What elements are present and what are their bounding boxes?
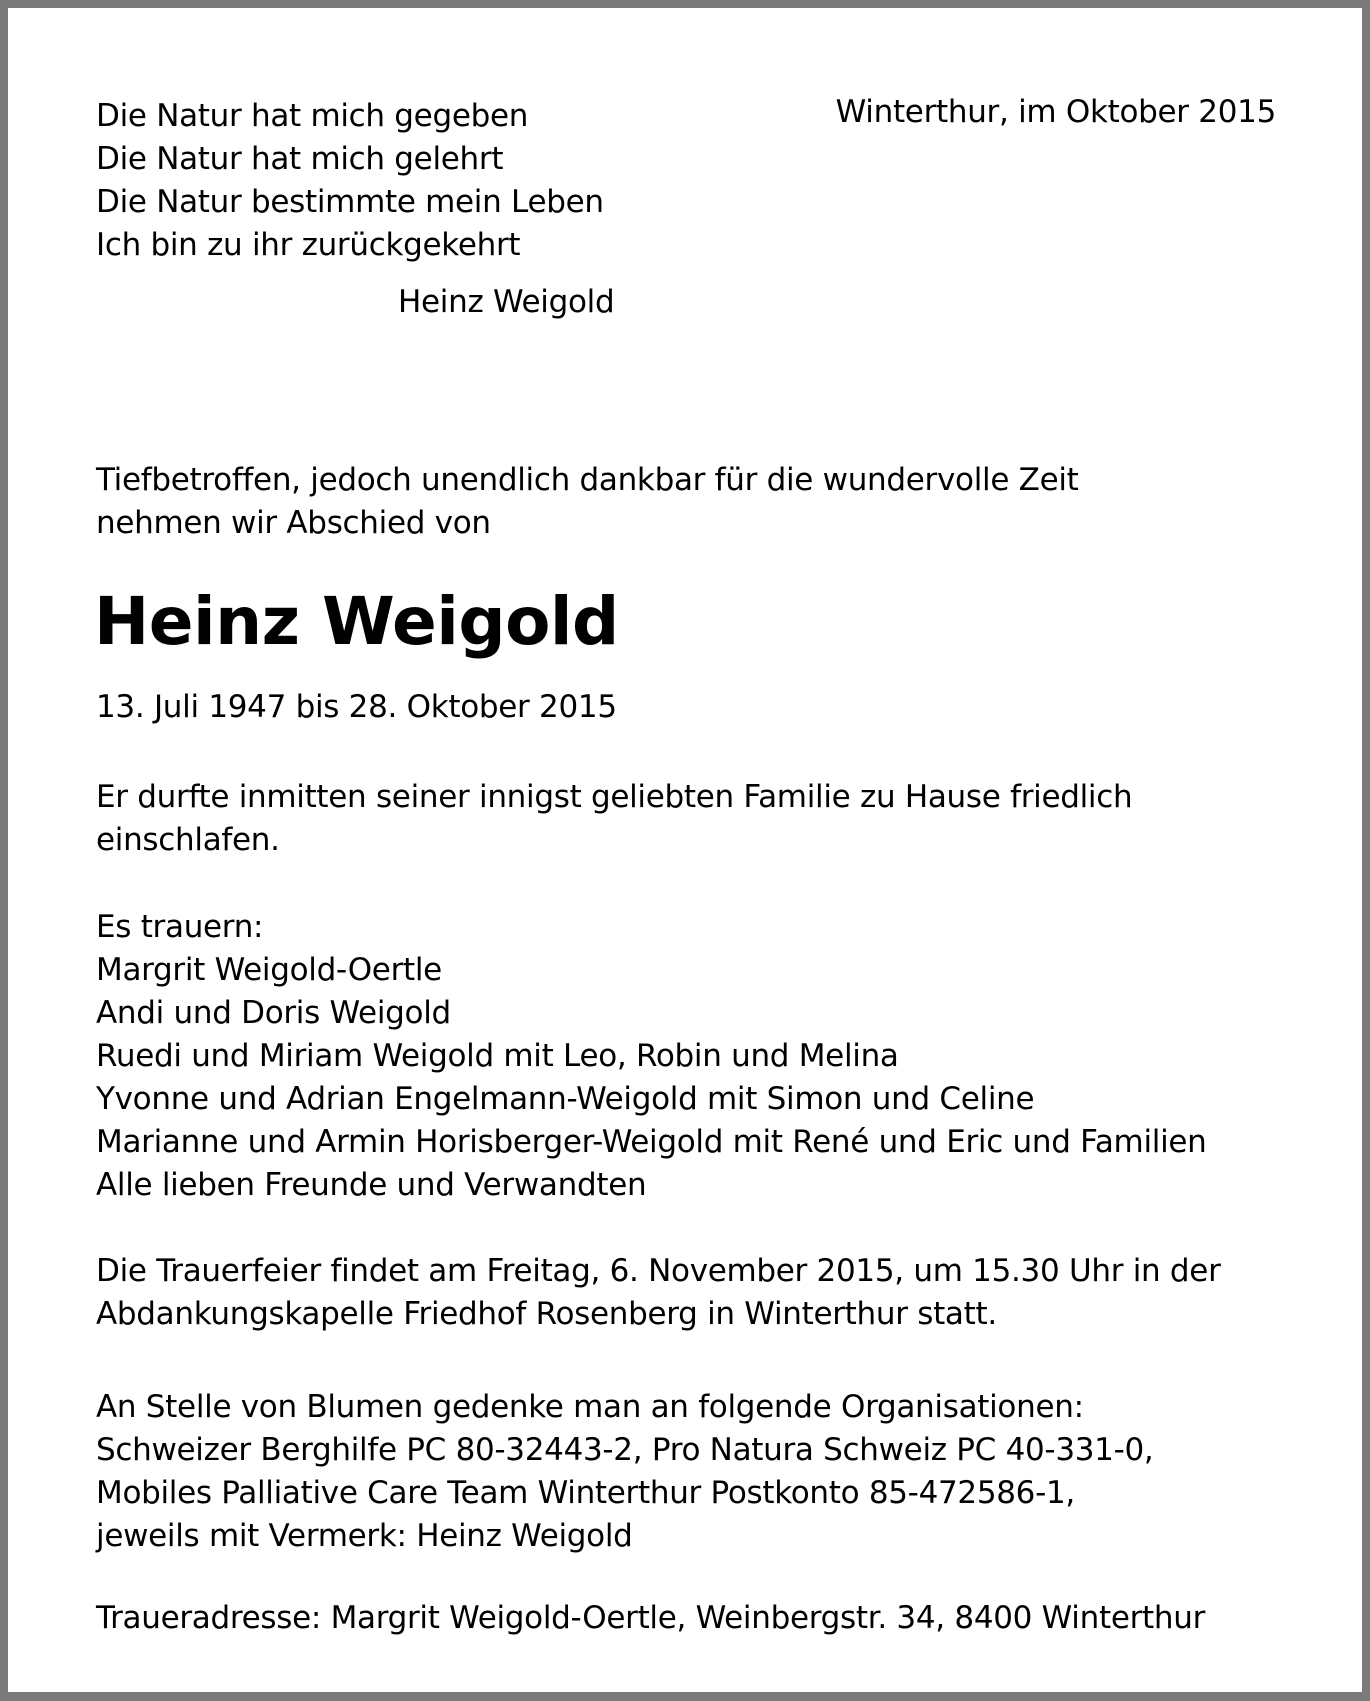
poem [96, 95, 604, 267]
life-dates: 13. Juli 1947 bis 28. Oktober 2015 [96, 689, 617, 725]
deceased-name: Heinz Weigold [94, 583, 619, 660]
place-date: Winterthur, im Oktober 2015 [835, 94, 1276, 130]
donations-line: Schweizer Berghilfe PC 80-32443-2, Pro Natura Schweiz PC 40-331-0, [96, 1432, 1154, 1468]
intro-text [96, 459, 1079, 545]
donations-line: Mobiles Palliative Care Team Winterthur Postkonto 85-472586-1, [96, 1475, 1075, 1511]
mourner-entry: Margrit Weigold-Oertle [96, 952, 442, 988]
address-line: Traueradresse: Margrit Weigold-Oertle, Weinbergstr. 34, 8400 Winterthur [96, 1600, 1206, 1636]
passing-text [96, 776, 1132, 862]
poem-line: Die Natur hat mich gegeben [96, 98, 529, 134]
mourners-list [96, 906, 1207, 1207]
intro-line: Tiefbetroffen, jedoch unendlich dankbar für die wundervolle Zeit [96, 462, 1079, 498]
poem-line: Ich bin zu ihr zurückgekehrt [96, 227, 521, 263]
donations-info [96, 1386, 1153, 1558]
donations-line: An Stelle von Blumen gedenke man an folgende Organisationen: [96, 1389, 1084, 1425]
poem-signature: Heinz Weigold [398, 284, 615, 320]
mourner-entry: Marianne und Armin Horisberger-Weigold mit René und Eric und Familien [96, 1124, 1207, 1160]
obituary-page [8, 8, 1362, 1692]
ceremony-line: Die Trauerfeier findet am Freitag, 6. November 2015, um 15.30 Uhr in der [96, 1253, 1221, 1289]
ceremony-info [96, 1250, 1221, 1336]
passing-line: Er durfte inmitten seiner innigst geliebten Familie zu Hause friedlich [96, 779, 1133, 815]
mourner-entry: Andi und Doris Weigold [96, 995, 451, 1031]
mourner-entry: Yvonne und Adrian Engelmann-Weigold mit Simon und Celine [96, 1081, 1035, 1117]
mourners-heading: Es trauern: [96, 909, 264, 945]
poem-line: Die Natur bestimmte mein Leben [96, 184, 604, 220]
mourner-entry: Ruedi und Miriam Weigold mit Leo, Robin und Melina [96, 1038, 899, 1074]
passing-line: einschlafen. [96, 822, 280, 858]
intro-line: nehmen wir Abschied von [96, 505, 491, 541]
life-dates-block [96, 686, 617, 729]
ceremony-line: Abdankungskapelle Friedhof Rosenberg in Winterthur statt. [96, 1296, 997, 1332]
poem-line: Die Natur hat mich gelehrt [96, 141, 504, 177]
mourner-entry: Alle lieben Freunde und Verwandten [96, 1167, 647, 1203]
mourning-address [96, 1597, 1205, 1640]
donations-line: jeweils mit Vermerk: Heinz Weigold [96, 1518, 633, 1554]
